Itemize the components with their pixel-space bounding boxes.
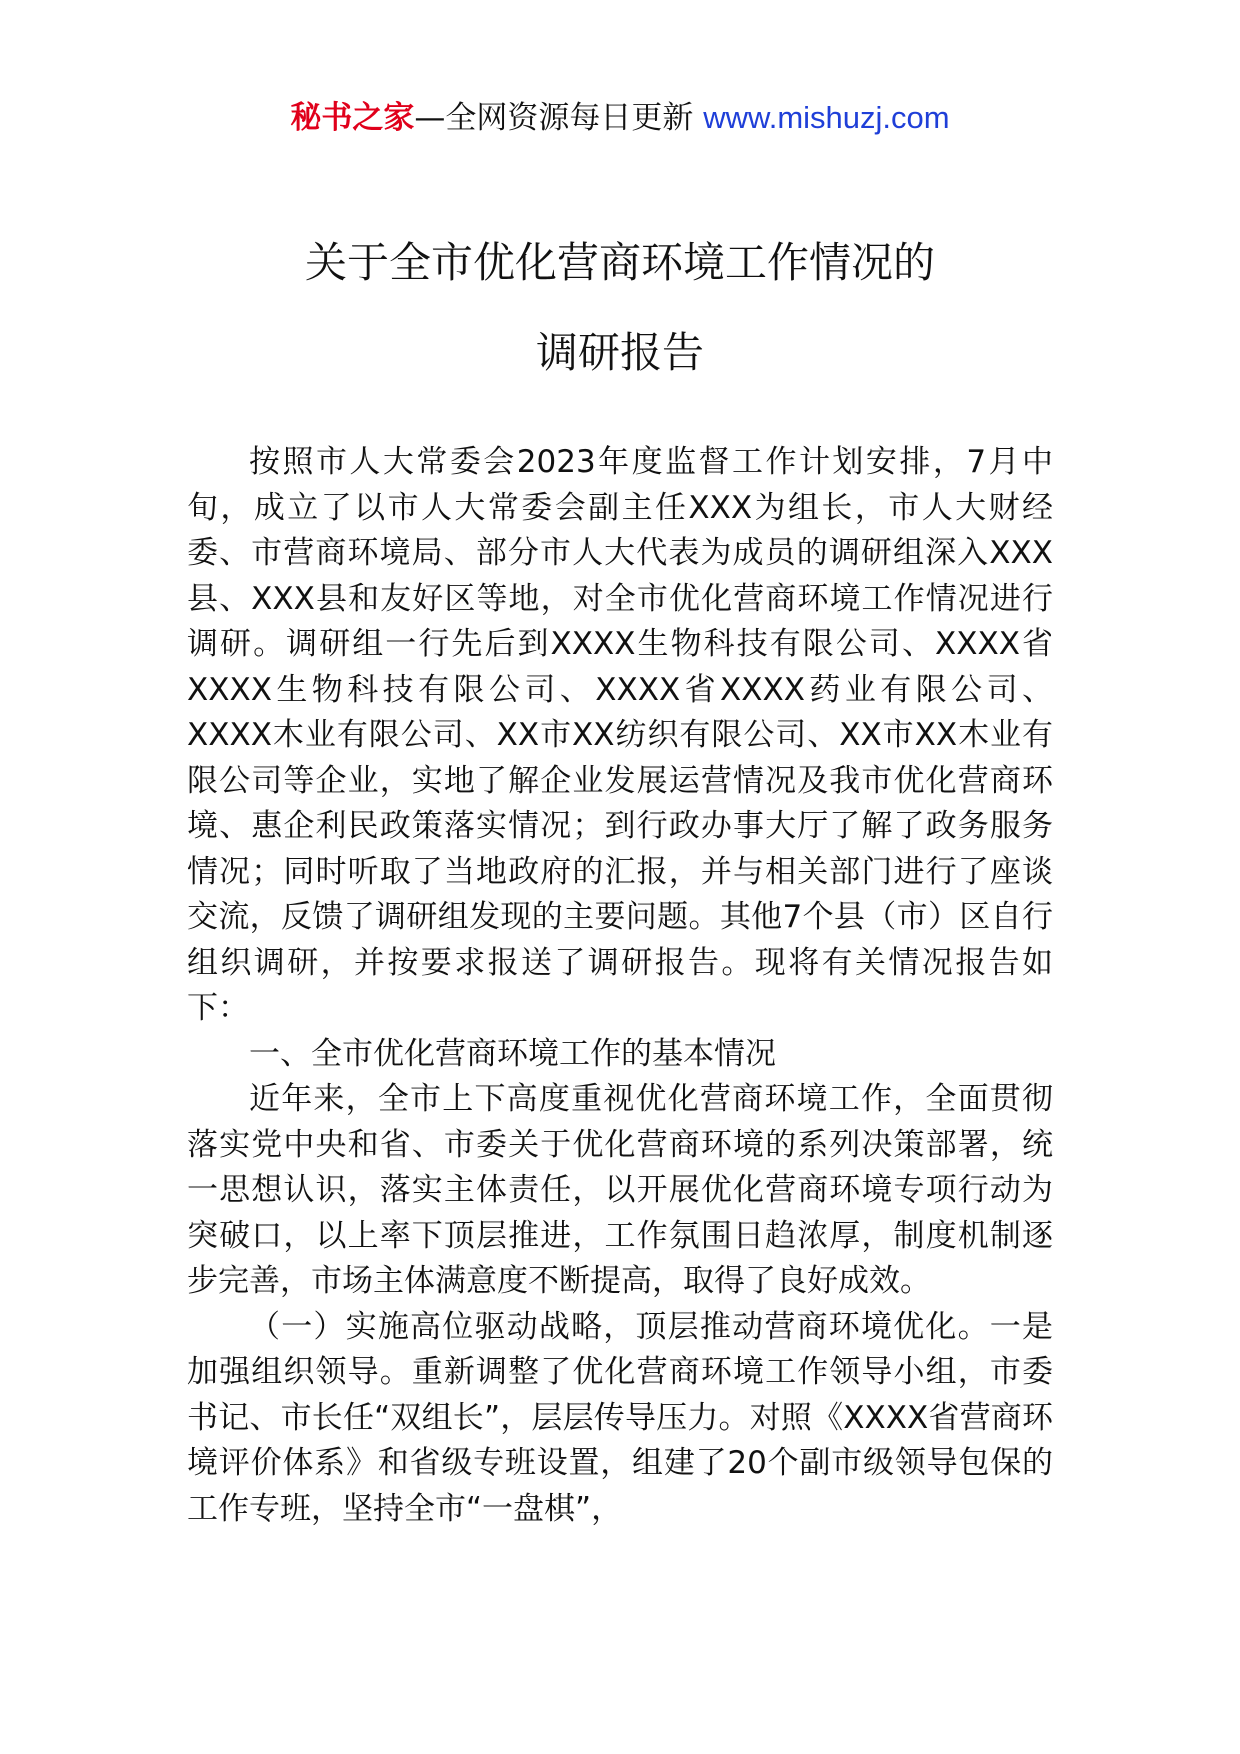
- document-title-line-2: 调研报告: [535, 328, 704, 377]
- body-paragraph-subsection-1: （一）实施高位驱动战略，顶层推动营商环境优化。一是加强组织领导。重新调整了优化营商环境工作领导小组，市委书记、市长任“双组长”，层层传导压力。对照《XXXX省营商环境评价体系》和省级专班设置，组建了20个副市级领导包保的工作专班，坚持全市“一盘棋”，: [187, 1308, 1053, 1527]
- site-header: [0, 98, 1240, 138]
- body-paragraph-intro: 按照市人大常委会2023年度监督工作计划安排，7月中旬，成立了以市人大常委会副主任XXX为组长，市人大财经委、市营商环境局、部分市人大代表为成员的调研组深入XXX县、XXX县和友好区等地，对全市优化营商环境工作情况进行调研。调研组一行先后到XXXX生物科技有限公司、XXXX省XXXX生物科技有限公司、XXXX省XXXX药业有限公司、XXXX木业有限公司、XX市XX纺织有限公司、XX市XX木业有限公司等企业，实地了解企业发展运营情况及我市优化营商环境、惠企利民政策落实情况；到行政办事大厅了解了政务服务情况；同时听取了当地政府的汇报，并与相关部门进行了座谈交流，反馈了调研组发现的主要问题。其他7个县（市）区自行组织调研，并按要求报送了调研报告。现将有关情况报告如下：: [187, 444, 1053, 1026]
- document-body: [187, 440, 1053, 1532]
- section-heading-1: 一、全市优化营商环境工作的基本情况: [249, 1035, 776, 1072]
- site-name: 秘书之家: [290, 100, 415, 136]
- site-slogan: —全网资源每日更新: [414, 100, 694, 136]
- document-title-line-1: 关于全市优化营商环境工作情况的: [304, 238, 935, 287]
- body-paragraph-overview: 近年来，全市上下高度重视优化营商环境工作，全面贯彻落实党中央和省、市委关于优化营商环境的系列决策部署，统一思想认识，落实主体责任，以开展优化营商环境专项行动为突破口，以上率下顶层推进，工作氛围日趋浓厚，制度机制逐步完善，市场主体满意度不断提高，取得了良好成效。: [187, 1081, 1053, 1299]
- site-url-link[interactable]: www.mishuzj.com: [703, 100, 950, 135]
